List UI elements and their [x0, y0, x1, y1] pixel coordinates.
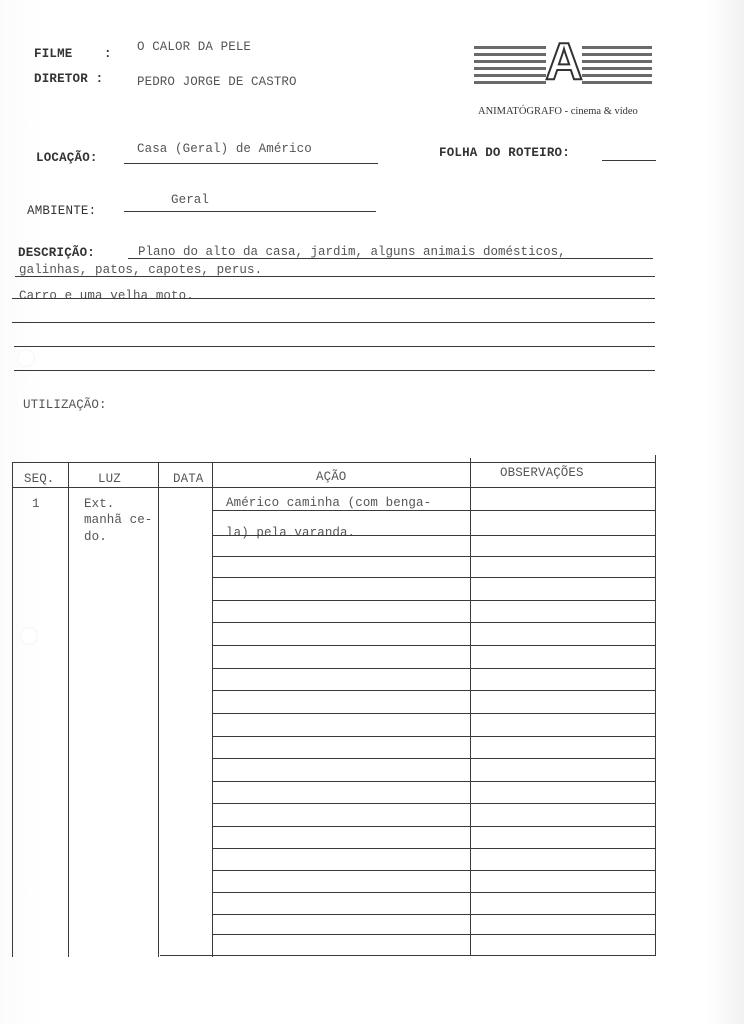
- ruled-line: [212, 892, 656, 893]
- filme-colon: :: [104, 47, 112, 61]
- descricao-rule-1: [128, 258, 653, 259]
- row-luz-line-1: Ext.: [84, 497, 115, 511]
- ruled-line: [212, 600, 656, 601]
- ruled-line: [212, 645, 656, 646]
- header-luz: LUZ: [98, 472, 121, 486]
- ruled-line: [212, 848, 656, 849]
- ruled-line: [212, 690, 656, 691]
- ruled-line: [212, 622, 656, 623]
- ambiente-underline: [124, 211, 376, 212]
- descricao-rule-3: [12, 298, 655, 299]
- ruled-line: [212, 736, 656, 737]
- header-observacoes: OBSERVAÇÕES: [500, 466, 584, 480]
- locacao-underline: [124, 163, 378, 164]
- ruled-line: [212, 914, 656, 915]
- ruled-line: [212, 826, 656, 827]
- header-acao: AÇÃO: [316, 470, 347, 484]
- ruled-line: [212, 758, 656, 759]
- logo-letter: A: [545, 33, 583, 91]
- table-right-border: [655, 455, 656, 956]
- locacao-value: Casa (Geral) de Américo: [137, 142, 312, 156]
- descricao-rule-2: [15, 276, 655, 277]
- ruled-line: [212, 668, 656, 669]
- column-divider-acao: [470, 458, 471, 956]
- descricao-line-3: Carro e uma velha moto.: [19, 289, 194, 303]
- filme-value: O CALOR DA PELE: [137, 40, 252, 54]
- descricao-rule-4: [12, 322, 655, 323]
- ruled-line: [212, 556, 656, 557]
- ruled-line: [212, 803, 656, 804]
- ruled-line: [212, 713, 656, 714]
- diretor-label: DIRETOR :: [34, 72, 104, 86]
- ruled-line: [212, 577, 656, 578]
- punch-hole-top: [17, 349, 35, 367]
- descricao-line-2: galinhas, patos, capotes, perus.: [19, 263, 263, 277]
- descricao-rule-6: [14, 370, 655, 371]
- header-seq: SEQ.: [24, 472, 55, 486]
- filme-label: FILME: [34, 47, 73, 61]
- folha-underline: [602, 160, 656, 161]
- table-bottom-border: [160, 955, 656, 956]
- ruled-line: [212, 934, 656, 935]
- punch-hole-bottom: [20, 627, 38, 645]
- row-luz-line-2: manhã ce-: [84, 513, 153, 527]
- row-seq: 1: [32, 497, 40, 511]
- ambiente-value: Geral: [171, 193, 210, 207]
- ruled-line: [212, 510, 656, 511]
- locacao-label: LOCAÇÃO:: [36, 151, 98, 165]
- column-divider-data: [212, 462, 213, 957]
- row-acao-line-1: Américo caminha (com benga-: [226, 496, 432, 510]
- header-data: DATA: [173, 472, 204, 486]
- table-left-border: [12, 462, 13, 957]
- utilizacao-label: UTILIZAÇÃO:: [23, 398, 107, 412]
- ruled-line: [212, 870, 656, 871]
- ambiente-label: AMBIENTE:: [27, 204, 97, 218]
- row-acao-line-2: la) pela varanda.: [226, 526, 356, 540]
- logo-tagline: ANIMATÓGRAFO - cinema & vídeo: [478, 106, 638, 117]
- folha-label: FOLHA DO ROTEIRO:: [439, 146, 570, 160]
- row-luz-line-3: do.: [84, 530, 107, 544]
- ruled-line: [212, 781, 656, 782]
- diretor-value: PEDRO JORGE DE CASTRO: [137, 75, 297, 89]
- table-header-border: [12, 487, 656, 488]
- ruled-line: [212, 535, 656, 536]
- table-top-border: [12, 462, 656, 463]
- column-divider-seq: [68, 462, 69, 957]
- animatografo-logo: [474, 33, 654, 120]
- descricao-label: DESCRIÇÃO:: [18, 246, 96, 260]
- column-divider-luz: [158, 462, 159, 957]
- descricao-rule-5: [14, 346, 655, 347]
- descricao-line-1: Plano do alto da casa, jardim, alguns animais domésticos,: [138, 245, 566, 259]
